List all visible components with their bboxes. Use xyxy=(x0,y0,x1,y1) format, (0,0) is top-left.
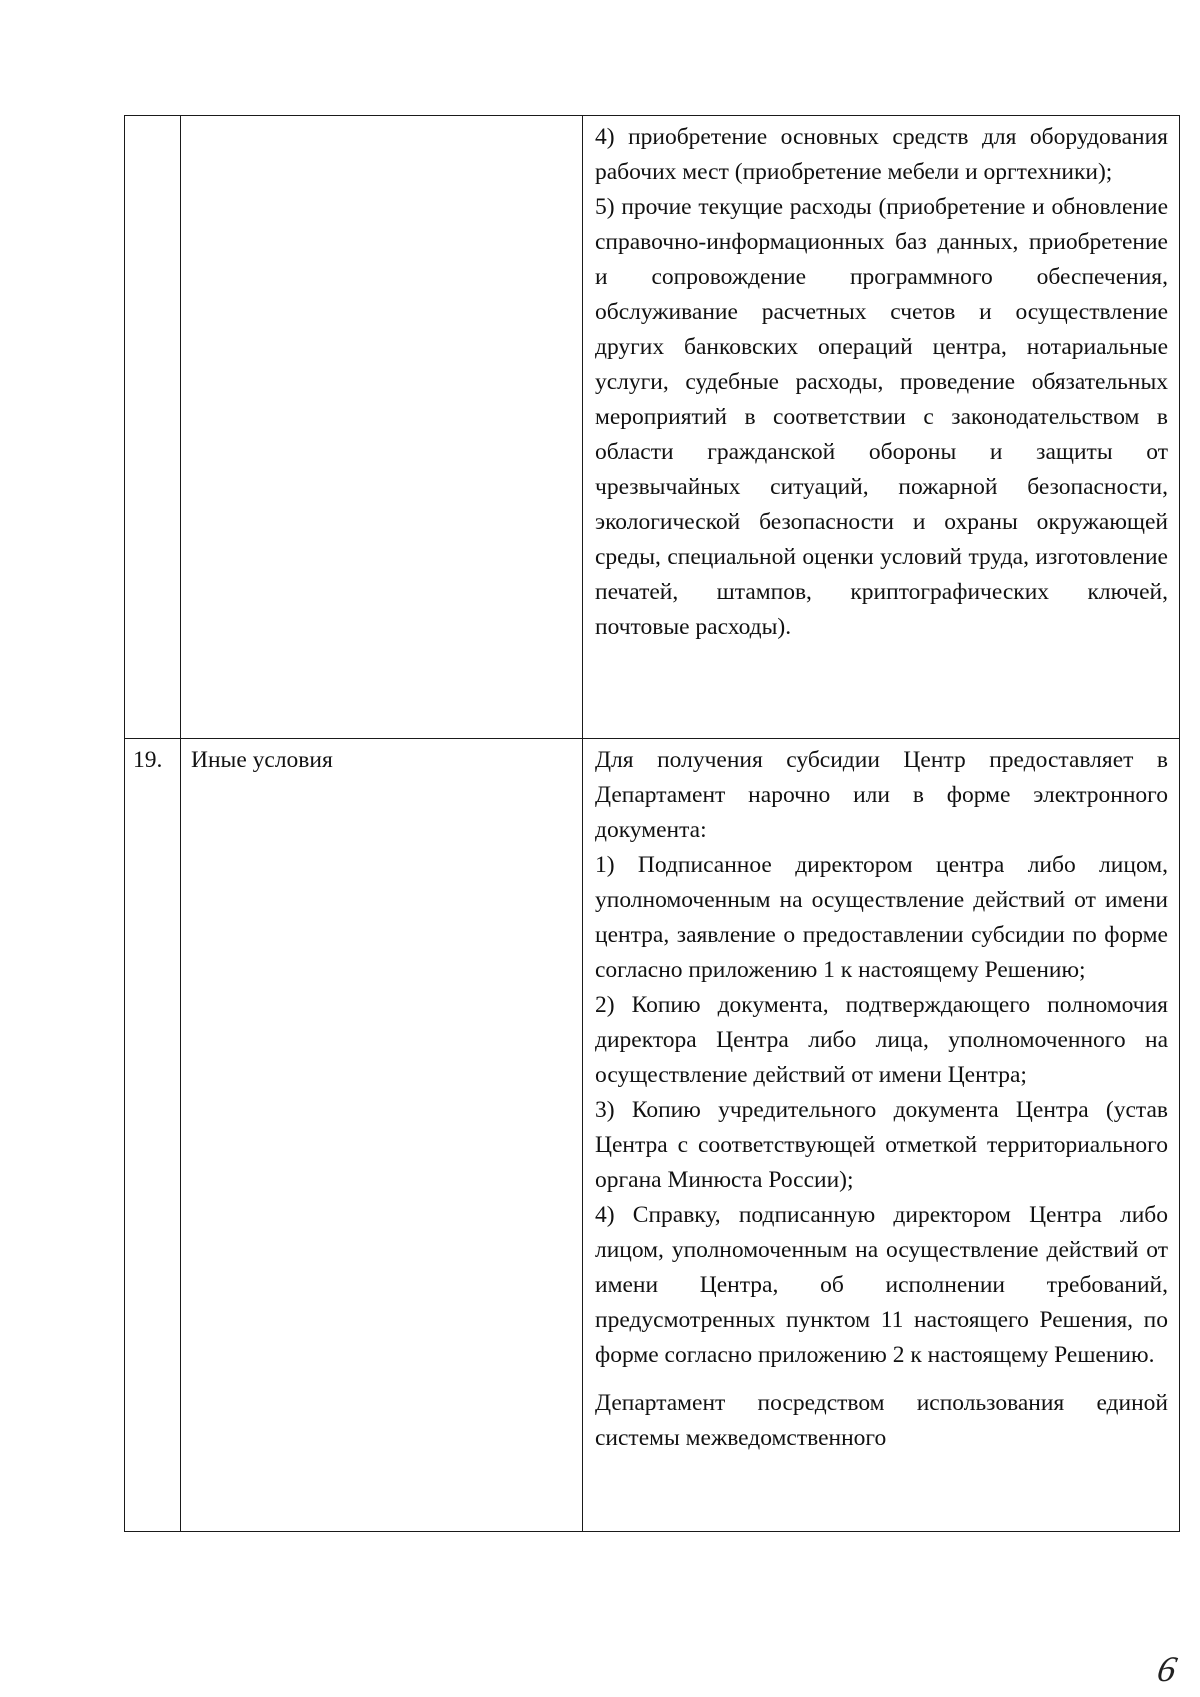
row-name: Иные условия xyxy=(191,747,333,773)
conditions-table xyxy=(124,115,1180,1532)
row-number: 19. xyxy=(133,747,163,773)
paragraph: Для получения субсидии Центр предоставляет в Департамент нарочно или в форме электронного документа: xyxy=(595,747,1168,843)
row-text-cell xyxy=(583,739,1180,1532)
row-number xyxy=(125,116,180,120)
paragraph: 4) Справку, подписанную директором Центра либо лицом, уполномоченным на осуществление действий от имени Центра, об исполнении требований, предусмотренных пунктом 11 настоящего Решения, по форме согласно приложению 2 к настоящему Решению. xyxy=(595,1202,1168,1368)
row-name-cell xyxy=(181,116,583,739)
row-number-cell xyxy=(125,739,181,1532)
row-name-cell xyxy=(181,739,583,1532)
paragraph: 5) прочие текущие расходы (приобретение и обновление справочно-информационных баз данных, приобретение и сопровождение программного обеспечения, обслуживание расчетных счетов и осуществление других банковских операций центра, нотариальные услуги, судебные расходы, проведение обязательных мероприятий в соответствии с законодательством в области гражданской обороны и защиты от чрезвычайных ситуаций, пожарной безопасности, экологической безопасности и охраны окружающей среды, специальной оценки условий труда, изготовление печатей, штампов, криптографических ключей, почтовые расходы). xyxy=(595,194,1168,640)
table-row xyxy=(125,739,1180,1532)
paragraph: 1) Подписанное директором центра либо лицом, уполномоченным на осуществление действий от имени центра, заявление о предоставлении субсидии по форме согласно приложению 1 к настоящему Решению; xyxy=(595,852,1168,983)
page-number: 6 xyxy=(1153,1649,1181,1689)
paragraph: 2) Копию документа, подтверждающего полномочия директора Центра либо лица, уполномоченного на осуществление действий от имени Центра; xyxy=(595,992,1168,1088)
row-name xyxy=(181,116,582,120)
paragraph: 4) приобретение основных средств для оборудования рабочих мест (приобретение мебели и оргтехники); xyxy=(595,124,1168,185)
paragraph: Департамент посредством использования единой системы межведомственного xyxy=(595,1390,1168,1451)
row-number-cell xyxy=(125,116,181,739)
table-row xyxy=(125,116,1180,739)
row-text-cell xyxy=(583,116,1180,739)
paragraph: 3) Копию учредительного документа Центра (устав Центра с соответствующей отметкой территориального органа Минюста России); xyxy=(595,1097,1168,1193)
